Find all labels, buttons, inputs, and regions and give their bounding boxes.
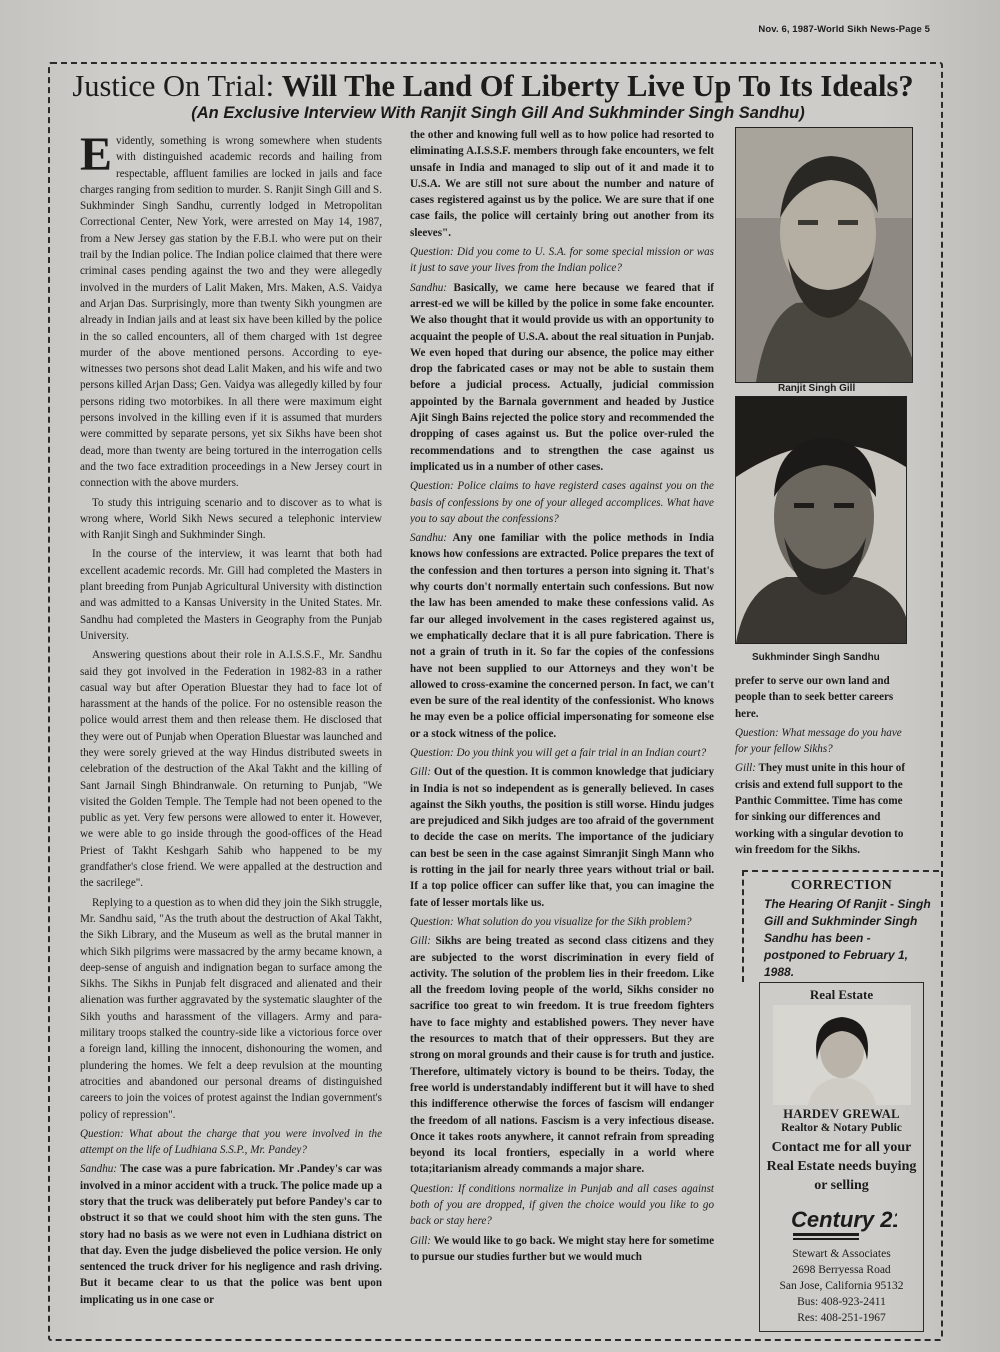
interview-question: Question: Do you think you will get a fair trial in an Indian court?	[410, 746, 707, 759]
interview-answer	[410, 933, 714, 1177]
answer-text: The case was a pure fabrication. Mr .Pandey's car was involved in a minor accident with a truck. The police made up a story that the truck was deliberately put before Pandey's car to obstruct it so that we could shoot him with the sten guns. The story had no basis as we were not even in Ludhiana district on that day. Even the judge disbelieved the police version. He only sentenced the truck driver for his negligence and rash driving. But it became clear to us that the police was bent upon implicating us in one case or	[80, 1163, 382, 1306]
city-state: San Jose, California 95132	[779, 1280, 904, 1292]
subheadline: (An Exclusive Interview With Ranjit Singh Gill And Sukhminder Singh Sandhu)	[191, 104, 805, 122]
speaker-label: Gill:	[410, 935, 431, 948]
photo-caption: Ranjit Singh Gill	[778, 383, 856, 394]
speaker-label: Sandhu:	[80, 1163, 117, 1176]
paragraph: Replying to a question as to when did they join the Sikh struggle, Mr. Sandhu said, "As the truth about the destruction of Akal Takht, the Sikh Library, and the Museum as well as the brutal manner in which Sikh pilgrims were massacred by the army became known, a deep-sense of anguish and indignation began to surface among the Sikhs. The Sikhs in Punjab felt disgraced and alienated and their alienation was further aggravated by the systematic slaughter of the Sikh youths and harassment of the villagers. Army and para-military troops stalked the country-side like a victorious force over a foreign land, killing the innocent, dishonouring the women, and plundering the homes. We felt a deep revulsion at the mounting atrocities and abandoned our personal dreams of distinguished careers to join the voices of protest against the Indian government's policy of repression".	[80, 896, 382, 1121]
page-header: Nov. 6, 1987-World Sikh News-Page 5	[758, 24, 930, 35]
drop-cap: E	[80, 133, 113, 181]
interview-question: Question: What solution do you visualize for the Sikh problem?	[410, 915, 692, 928]
headline-main: Will The Land Of Liberty Live Up To Its Ideals?	[281, 69, 914, 103]
paragraph: the other and knowing full well as to how police had resorted to eliminating A.I.S.S.F. members through fake encounters, we felt unsafe in India and managed to slip out of it and made it to U.S.A. We are still not sure about the number and nature of cases registered against us by the police. We are sure that if one case fails, the police will certainly bring out another from its sleeves".	[410, 129, 714, 239]
century-21-logo	[787, 1203, 897, 1243]
interview-answer	[410, 764, 714, 911]
portrait-graphic	[773, 1005, 911, 1105]
answer-text: Any one familiar with the police methods in India knows how confessions are extracted. Police prepares the text of the confession and then tortures a person into signing it. That's why courts don't normally entertain such confessions. But now the law has been amended to make these confessions valid. As far our alleged involvement in the cases registered against us, we emphatically declare that it is all pure fabrication. There is not a grain of truth in it. So far the copies of the confessions have not been supplied to our Attorneys and they won't be allowed to cross-examine the concerned person. In fact, we can't even be sure of the real identity of the confessionist. Who knows he may even be a police official impersonating for someone else or a stock witness of the police.	[410, 532, 714, 740]
correction-text: The Hearing Of Ranjit - Singh Gill and Sukhminder Singh Sandhu has been - postponed to February 1, 1988.	[764, 897, 931, 979]
ad-title: Real Estate	[809, 987, 874, 1002]
photo-ranjit-singh-gill	[735, 127, 913, 383]
answer-text: We would like to go back. We might stay here for sometime to pursue our studies further but we would much	[410, 1234, 714, 1263]
paragraph: Answering questions about their role in A.I.S.S.F., Mr. Sandhu said they got involved in the Federation in 1982-83 in a rather casual way but after Operation Bluestar they had to face lot of harassment at the hands of the police. For no ostensible reason the police would arrest them and then release them. He disclosed that they were out of Punjab when Operation Bluestar was launched and they were sorely grieved at the way Hindus distributed sweets in celebration of the destruction of the Akal Takht and the killing of Sant Jarnail Singh Bhindranwale. On returning to Punjab, "We visited the Golden Temple. The Temple had not been opened to the public as yet. Very few persons were allowed to enter it. However, we were able to go inside through the good-offices of the Head Priest of Takht Keshgarh Sahib who happened to be my grandfather's close friend. We were appalled at the destruction and the sacrilege".	[80, 649, 382, 890]
ad-portrait	[773, 1005, 911, 1105]
residence-phone: Res: 408-251-1967	[797, 1312, 886, 1324]
portrait-graphic	[736, 397, 906, 643]
speaker-label: Gill:	[410, 766, 431, 779]
speaker-label: Gill:	[410, 1234, 431, 1247]
speaker-label: Sandhu:	[410, 532, 447, 545]
answer-text: Basically, we came here because we feared that if arrest-ed we will be killed by the police in some fake encounter. We also thought that it would provide us with an opportunity to acquaint the people of U.S.A. about the real situation in Punjab. We even hoped that during our absence, the police may either drop the fabricated cases or may not be able to sustain them before a judicial process. Actually, judicial commission appointed by the Barnala government and headed by Justice Ajit Singh Bains rejected the police story and recommended the dropping of cases against us. But the police over-ruled the recommendations and to strengthen the case against us implicated us in a number of other cases.	[410, 281, 714, 473]
interview-answer	[410, 530, 714, 742]
correction-title: CORRECTION	[790, 878, 893, 893]
interview-answer	[735, 760, 911, 858]
paragraph: In the course of the interview, it was learnt that both had excellent academic records. Mr. Gill had completed the Masters in plant breeding from Punjab Agricultural University with distinction and was admitted to a Kansas University in the United States. Mr. Sandhu had completed the Masters in Geography from the Punjab University.	[80, 548, 382, 642]
real-estate-ad	[759, 982, 924, 1332]
headline-lead: Justice On Trial:	[72, 69, 275, 103]
interview-answer	[80, 1161, 382, 1308]
street-address: 2698 Berryessa Road	[792, 1264, 891, 1276]
answer-text: Out of the question. It is common knowledge that judiciary in India is not so independent as is generally believed. In cases against the Sikh youths, the position is still worse. Hindu judges are prejudiced and Sikh judges are too afraid of the government to decide the case on merits. The importance of the judiciary can best be seen in the case against Simranjit Singh Mann who is rotting in the jail for nearly three years without trial or bail. If a top police officer can suffer like that, you can imagine the fate of lesser mortals like us.	[410, 766, 714, 909]
paragraph: vidently, something is wrong somewhere when students with distinguished academic records and hailing from respectable, affluent families are locked in jails and face charges ranging from sedition to murder. S. Ranjit Singh Gill and S. Sukhminder Singh Sandhu, currently lodged in Metropolitan Correctional Center, New York, were arrested on May 14, 1987, from a New Jersey gas station by the F.B.I. who were put on their trail by the Indian police. The Indian police claimed that there were criminal cases pending against the two and they were allegedly involved in the murders of Lalit Maken, Mrs. Maken, A.S. Vaidya and Arjan Das. Surprisingly, more than twenty Sikh youngmen are already in Indian jails and at least six have been killed by the police in the so called encounters, all of them charged with 1st degree murder of the above mentioned persons. According to eye-witnesses two persons shot dead Lalit Maken, and his wife and two persons killed Arjan Dass; Gen. Vaidya was allegedly killed by four persons riding two motorbikes. In all there were maximum eight persons involved in the killing even if it is assumed that murders were committed by separate persons, yet six Sikhs have been shot dead, more than twenty are being tortured in the interrogation cells and the two face extradition proceedings in a New Jersey court in connection with the above murders.	[80, 135, 382, 490]
business-phone: Bus: 408-923-2411	[797, 1296, 886, 1308]
company-name: Stewart & Associates	[792, 1248, 891, 1260]
interview-answer	[410, 280, 714, 476]
interview-question: Question: Police claims to have registerd cases against you on the basis of confessions by one of your alleged accomplices. What have you to say about the confessions?	[410, 480, 714, 525]
headline	[58, 68, 928, 104]
ad-message: Contact me for all your Real Estate needs buying or selling	[766, 1140, 917, 1193]
paragraph: prefer to serve our own land and people than to seek better careers here.	[735, 675, 894, 720]
article-column-3	[735, 673, 911, 873]
article-column-2	[410, 127, 714, 1327]
agent-name: HARDEV GREWAL	[783, 1107, 900, 1121]
logo-wordmark: Century 21	[790, 1207, 897, 1232]
interview-question: Question: Did you come to U. S.A. for some special mission or was it just to save your lives from the Indian police?	[410, 246, 714, 275]
agent-role: Realtor & Notary Public	[781, 1122, 902, 1134]
interview-question: Question: What message do you have for your fellow Sikhs?	[735, 726, 902, 756]
photo-sukhminder-singh-sandhu	[735, 396, 907, 644]
interview-question: Question: If conditions normalize in Punjab and all cases against both of you are dropped, if given the choice would you like to go back or stay here?	[410, 1182, 714, 1228]
interview-question: Question: What about the charge that you were involved in the attempt on the life of Ludhiana S.S.P., Mr. Pandey?	[80, 1127, 382, 1157]
photo-caption: Sukhminder Singh Sandhu	[752, 652, 880, 663]
paragraph: To study this intriguing scenario and to discover as to what is wrong where, World Sikh News secured a telephonic interview with Ranjit Singh and Sukhminder Singh.	[80, 496, 382, 542]
correction-box	[742, 870, 939, 982]
ad-address	[760, 1246, 923, 1326]
answer-text: Sikhs are being treated as second class citizens and they are subjected to the worst discrimination in every field of activity. The solution of the problem lies in their freedom. Like all the freedom loving people of the world, Sikhs consider no sacrifice too great to win freedom. It is true freedom fighters have to face mighty and established powers. They never have the resources to match that of their oppressers. But they are strong on moral grounds and their cause is for truth and justice. Therefore, ultimately victory is bound to be theirs. Today, the free world is understandably indifferent but it will have to shed this indifference otherwise the forces of fascism will endanger the freedom of all nations. Fascism is a very infectious disease. Once it takes roots anywhere, it cannot refrain from spreading beyond its local frontiers, especially in a world where tota;itarianism already commands a major share.	[410, 935, 714, 1176]
portrait-graphic	[736, 128, 912, 382]
speaker-label: Sandhu:	[410, 281, 447, 294]
answer-text: They must unite in this hour of crisis and extend full support to the Panthic Committee. Time has come for sinking our differences and working with a singular devotion to win freedom for the Sikhs.	[735, 762, 906, 856]
speaker-label: Gill:	[735, 762, 756, 775]
interview-answer	[410, 1233, 714, 1266]
article-column-1	[80, 133, 382, 1328]
